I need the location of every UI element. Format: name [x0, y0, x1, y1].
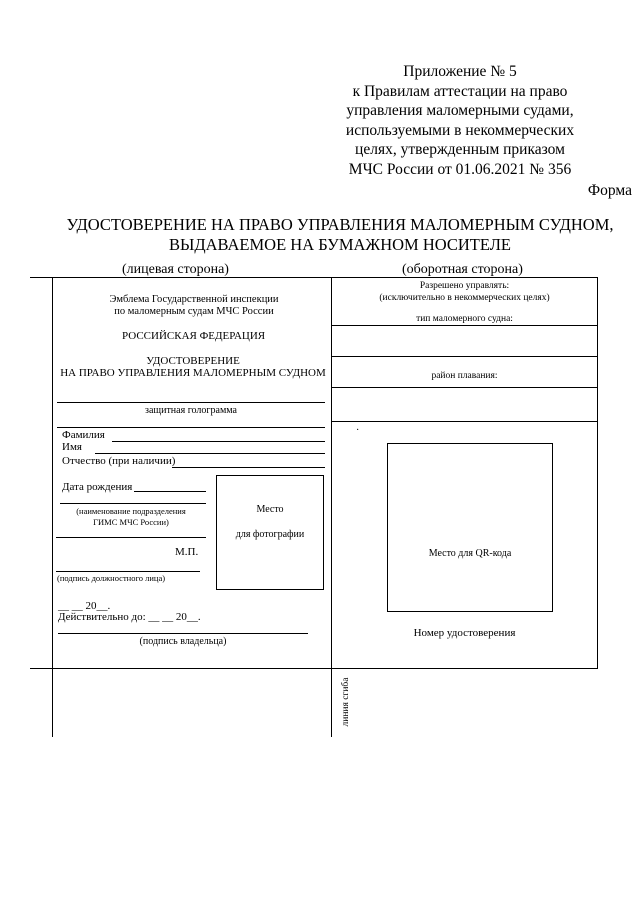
appendix-line: Приложение № 5 [403, 63, 517, 80]
issue-date: __ __ 20__. [58, 600, 111, 612]
name-line [95, 453, 325, 454]
country-label: РОССИЙСКАЯ ФЕДЕРАЦИЯ [122, 330, 266, 342]
birth-date-line [134, 491, 206, 492]
title-line-1: УДОСТОВЕРЕНИЕ НА ПРАВО УПРАВЛЕНИЯ МАЛОМЕРНЫМ СУДНОМ, [66, 215, 614, 234]
frame-right-line [597, 277, 598, 668]
frame-top-line [30, 277, 598, 278]
back-row-line-2 [332, 421, 597, 422]
front-side-caption: (лицевая сторона) [122, 262, 229, 277]
frame-bottom-line [30, 668, 598, 669]
appendix-line: управления маломерными судами, [346, 102, 574, 119]
allowed-header [332, 280, 597, 304]
emblem-line-1: Эмблема Государственной инспекции [109, 294, 279, 305]
emblem-line-2: по маломерным судам МЧС России [114, 306, 274, 317]
document-title [60, 215, 620, 255]
appendix-line: к Правилам аттестации на право [352, 82, 568, 100]
area-line [332, 387, 597, 388]
department-line [60, 503, 206, 504]
vessel-type-label: тип маломерного судна: [416, 314, 513, 324]
photo-placeholder [216, 475, 324, 590]
frame-left-line [52, 277, 53, 737]
area-label: район плавания: [431, 371, 498, 381]
appendix-line: МЧС России от 01.06.2021 № 356 [348, 160, 572, 178]
appendix-line: используемыми в некоммерческих [345, 121, 575, 139]
hologram-bottom-line [57, 427, 325, 428]
qr-code-placeholder [387, 443, 553, 612]
emblem-placeholder [60, 294, 328, 318]
photo-label-2: для фотографии [235, 529, 305, 540]
bullet-mark: · [356, 425, 360, 436]
owner-signature-line [58, 633, 308, 634]
fold-line-label: линия сгиба [341, 677, 351, 727]
appendix-line: целях, утвержденным приказом [355, 141, 565, 158]
photo-label-1: Место [256, 504, 284, 515]
hologram-top-line [57, 402, 325, 403]
back-row-line-1 [332, 356, 597, 357]
fold-line-label-wrapper [338, 673, 352, 733]
birth-date-label: Дата рождения [62, 481, 133, 493]
patronymic-label: Отчество (при наличии) [62, 455, 176, 467]
surname-label: Фамилия [62, 429, 105, 441]
surname-line [112, 441, 325, 442]
hologram-label: защитная голограмма [145, 405, 237, 416]
qr-code-label: Место для QR-кода [428, 548, 512, 559]
patronymic-line [172, 467, 325, 468]
department-caption-line-2: ГИМС МЧС России) [93, 517, 169, 527]
allowed-line-1: Разрешено управлять: [419, 281, 510, 291]
owner-signature-caption: (подпись владельца) [139, 636, 227, 647]
certificate-heading [58, 355, 328, 379]
allowed-line-2: (исключительно в некоммерческих целях) [379, 293, 550, 303]
official-signature-line [56, 571, 200, 572]
department-bottom-line [56, 537, 206, 538]
certificate-line-2: НА ПРАВО УПРАВЛЕНИЯ МАЛОМЕРНЫМ СУДНОМ [60, 367, 326, 379]
certificate-number-label: Номер удостоверения [413, 627, 516, 639]
fold-divider-line [331, 277, 332, 737]
form-label: Форма [587, 182, 632, 199]
vessel-type-line [332, 325, 597, 326]
valid-until: Действительно до: __ __ 20__. [58, 611, 201, 623]
title-line-2: ВЫДАВАЕМОЕ НА БУМАЖНОМ НОСИТЕЛЕ [168, 235, 511, 254]
appendix-header [340, 62, 580, 179]
department-caption [56, 506, 206, 528]
department-caption-line-1: (наименование подразделения [76, 506, 186, 516]
stamp-label: М.П. [175, 546, 199, 558]
certificate-line-1: УДОСТОВЕРЕНИЕ [146, 355, 240, 367]
official-signature-caption: (подпись должностного лица) [57, 573, 166, 583]
name-label: Имя [62, 441, 82, 453]
back-side-caption: (оборотная сторона) [402, 262, 523, 277]
